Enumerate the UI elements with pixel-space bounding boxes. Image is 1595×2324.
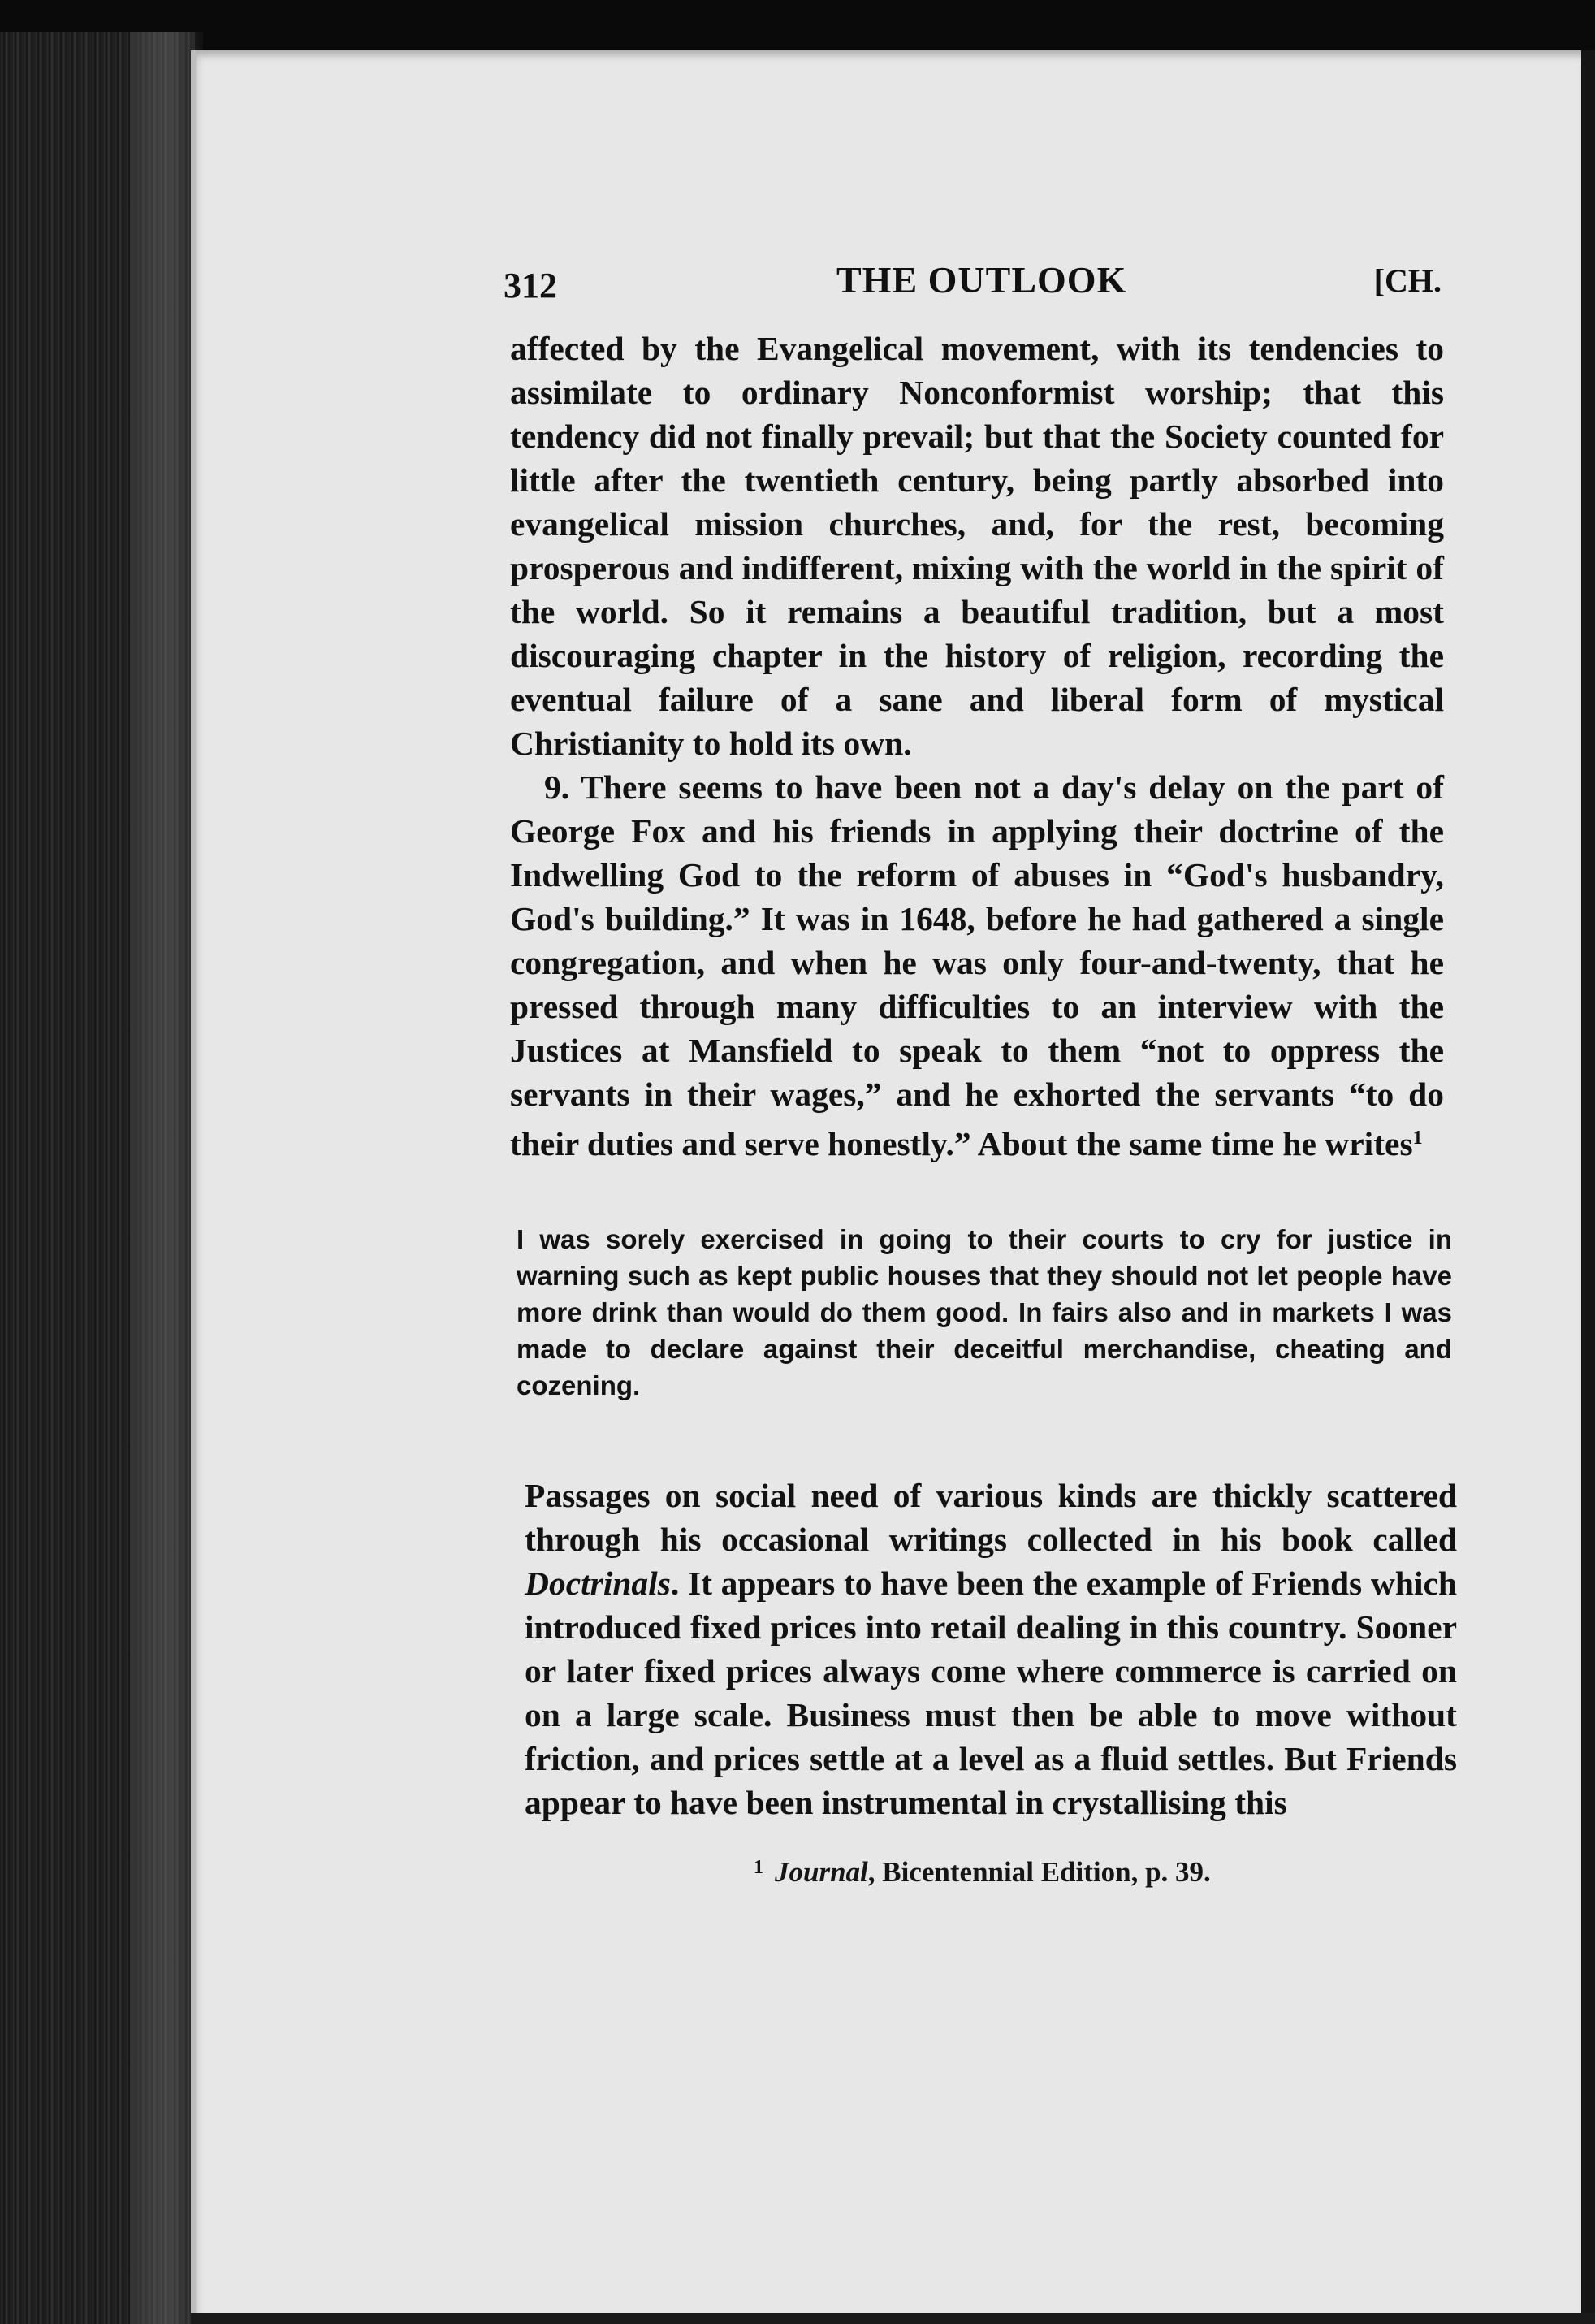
paragraph-2 [510, 765, 1444, 1166]
paragraph-3-end: . It appears to have been the example of Friends which introduced fixed prices into retail dealing in this country. Sooner or later fixed prices always come where commerce is carried on on a large scale. Business must then be able to move without friction, and prices settle at a level as a fluid settles. But Friends appear to have been instrumental in crystallising this [525, 1564, 1457, 1821]
page-number: 312 [504, 266, 557, 305]
footnote-mark: 1 [754, 1857, 763, 1878]
paragraph-2-text: 9. There seems to have been not a day's delay on the part of George Fox and his friends in applying their doctrine of the Indwelling God to the reform of abuses in “God's husbandry, God's building.” It was in 1648, before he had gathered a single congregation, and when he was only four-and-twenty, that he pressed through many difficulties to an interview with the Justices at Mansfield to speak to them “not to oppress the servants in their wages,” and he exhorted the servants “to do their duties and serve honestly.” About the same time he writes [510, 768, 1444, 1162]
paragraph-3 [525, 1474, 1457, 1824]
main-text [510, 327, 1444, 1166]
footnote-text: , Bicentennial Edition, p. 39. [867, 1856, 1211, 1888]
paragraph-3-start: Passages on social need of various kinds are thickly scattered through his occasional writings collected in his book called [525, 1476, 1457, 1558]
footnote-reference: 1 [1412, 1127, 1423, 1149]
running-title: THE OUTLOOK [836, 259, 1127, 301]
block-quote: I was sorely exercised in going to their courts to cry for justice in warning such as kept public houses that they should not let people have more drink than would do them good. In fairs also and in markets I was made to declare against their deceitful merchandise, cheating and cozening. [517, 1224, 1452, 1400]
paragraph-1: affected by the Evangelical movement, with its tendencies to assimilate to ordinary Nonconformist worship; that this tendency did not finally prevail; but that the Society counted for little after the twentieth century, being partly absorbed into evangelical mission churches, and, for the rest, becoming prosperous and indifferent, mixing with the world in the spirit of the world. So it remains a beautiful tradition, but a most discouraging chapter in the history of religion, recording the eventual failure of a sane and liberal form of mystical Christianity to hold its own. [510, 330, 1444, 762]
scan-border-right [1581, 50, 1595, 2324]
footnote [754, 1856, 1485, 1889]
scan-border-top [0, 0, 1595, 57]
chapter-marker: [CH. [1373, 262, 1442, 299]
scan-border-bottom [191, 2313, 1595, 2324]
main-text-continued [525, 1439, 1457, 1858]
book-title-doctrinals: Doctrinals [525, 1564, 671, 1602]
footnote-source-title: Journal [775, 1856, 868, 1888]
running-head [504, 258, 1442, 307]
